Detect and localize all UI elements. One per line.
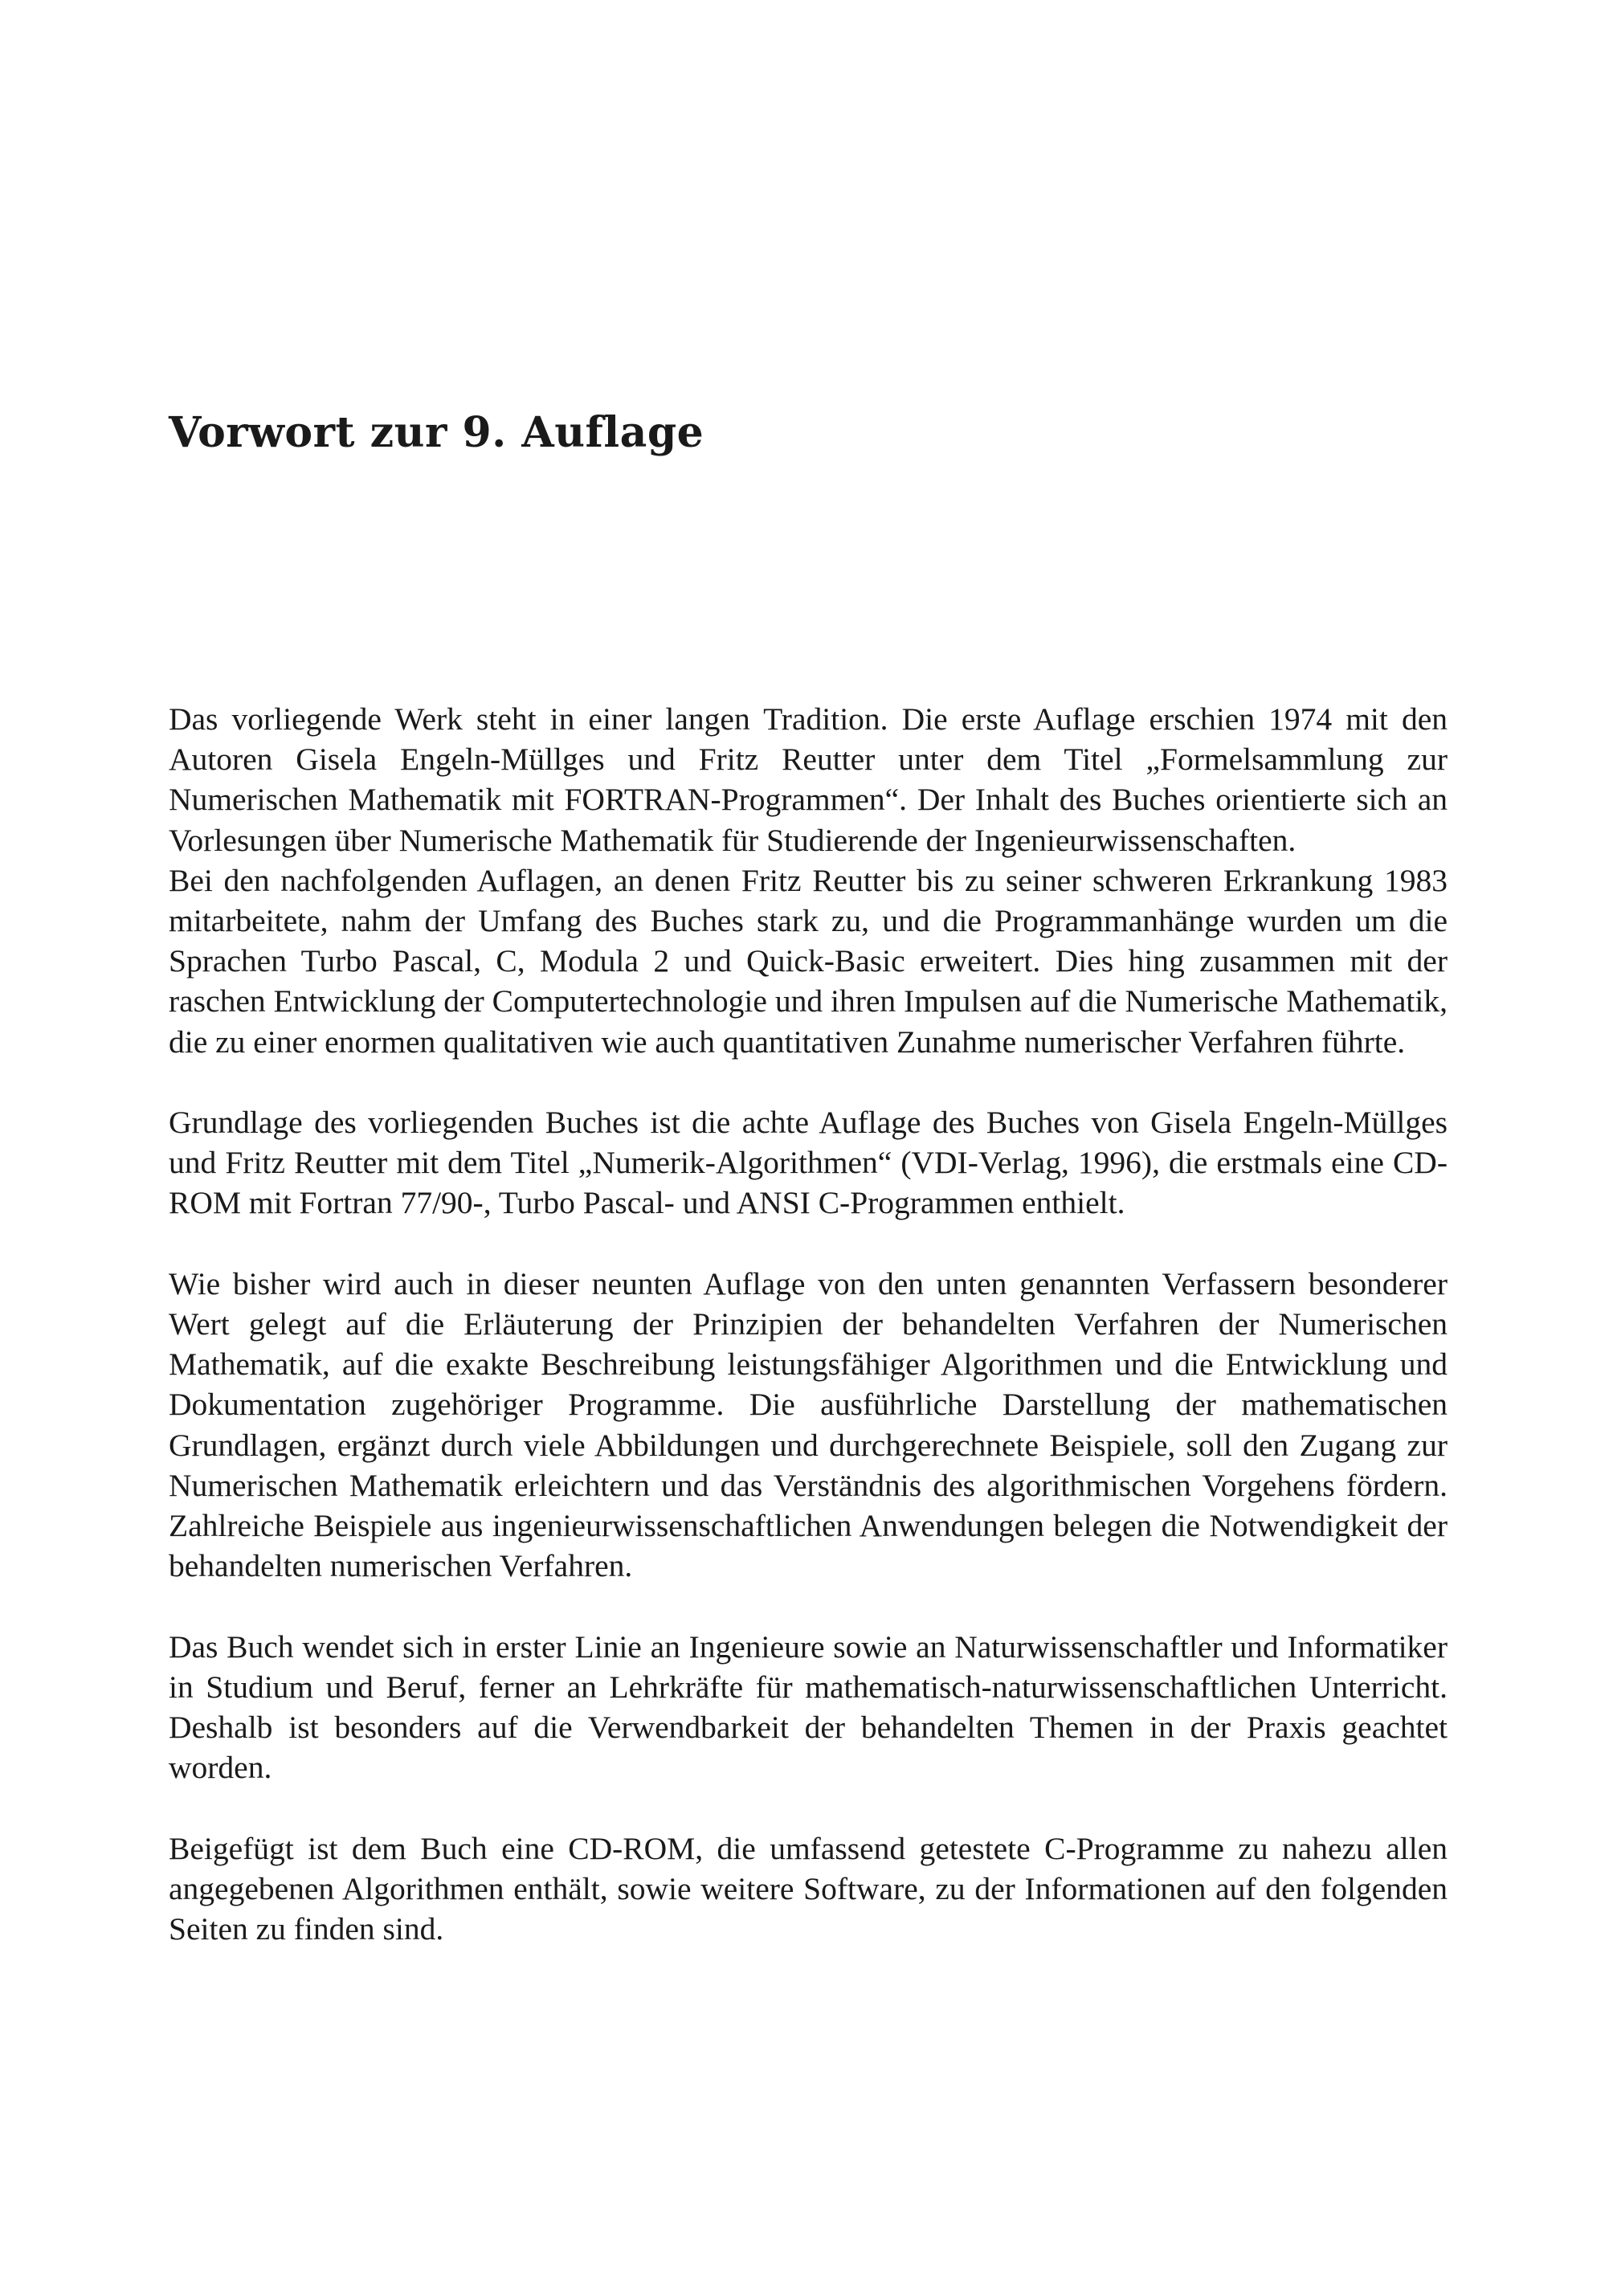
paragraph-1: Das vorliegende Werk steht in einer langen Tradition. Die erste Auflage erschien 1974 mit den Autoren Gisela Engeln-Müllges und Fritz Reutter unter dem Titel „Formelsammlung zur Numerischen Mathematik mit FORTRAN-Programmen“. Der Inhalt des Buches orientierte sich an Vorlesungen über Numerische Mathematik für Studierende der Ingenieurwissenschaften. — [169, 701, 1448, 858]
paragraph-5: Das Buch wendet sich in erster Linie an Ingenieure sowie an Naturwissenschaftler und Informatiker in Studium und Beruf, ferner an Lehrkräfte für mathematisch-naturwissenschaftlichen Unterricht. Deshalb ist besonders auf die Verwendbarkeit der behandelten Themen in der Praxis geachtet worden. — [169, 1628, 1448, 1786]
page-title: Vorwort zur 9. Auflage — [169, 408, 704, 457]
paragraph-4: Wie bisher wird auch in dieser neunten Auflage von den unten genannten Verfassern besonderer Wert gelegt auf die Erläuterung der Prinzipien der behandelten Verfahren der Numerischen Mathematik, auf die exakte Beschreibung leistungsfähiger Algorithmen und die Entwicklung und Dokumentation zugehöriger Programme. Die ausführliche Darstellung der mathematischen Grundlagen, ergänzt durch viele Abbildungen und durchgerechnete Beispiele, soll den Zugang zur Numerischen Mathematik erleichtern und das Verständnis des algorithmischen Vorgehens fördern. Zahlreiche Beispiele aus ingenieurwissenschaftlichen Anwendungen belegen die Notwendigkeit der behandelten numerischen Verfahren. — [169, 1265, 1448, 1584]
paragraph-2: Bei den nachfolgenden Auflagen, an denen Fritz Reutter bis zu seiner schweren Erkrankung 1983 mitarbeitete, nahm der Umfang des Buches stark zu, und die Programmanhänge wurden um die Sprachen Turbo Pascal, C, Modula 2 und Quick-Basic erweitert. Dies hing zusammen mit der raschen Entwicklung der Computertechnologie und ihren Impulsen auf die Numerische Mathematik, die zu einer enormen qualitativen wie auch quantitativen Zunahme numerischer Verfahren führte. — [169, 862, 1448, 1060]
paragraph-6: Beigefügt ist dem Buch eine CD-ROM, die umfassend getestete C-Programme zu nahezu allen angegebenen Algorithmen enthält, sowie weitere Software, zu der Informationen auf den folgenden Seiten zu finden sind. — [169, 1830, 1448, 1947]
body-text — [169, 699, 1448, 1949]
paragraph-3: Grundlage des vorliegenden Buches ist die achte Auflage des Buches von Gisela Engeln-Müllges und Fritz Reutter mit dem Titel „Numerik-Algorithmen“ (VDI-Verlag, 1996), die erstmals eine CD-ROM mit Fortran 77/90-, Turbo Pascal- und ANSI C-Programmen enthielt. — [169, 1105, 1448, 1221]
